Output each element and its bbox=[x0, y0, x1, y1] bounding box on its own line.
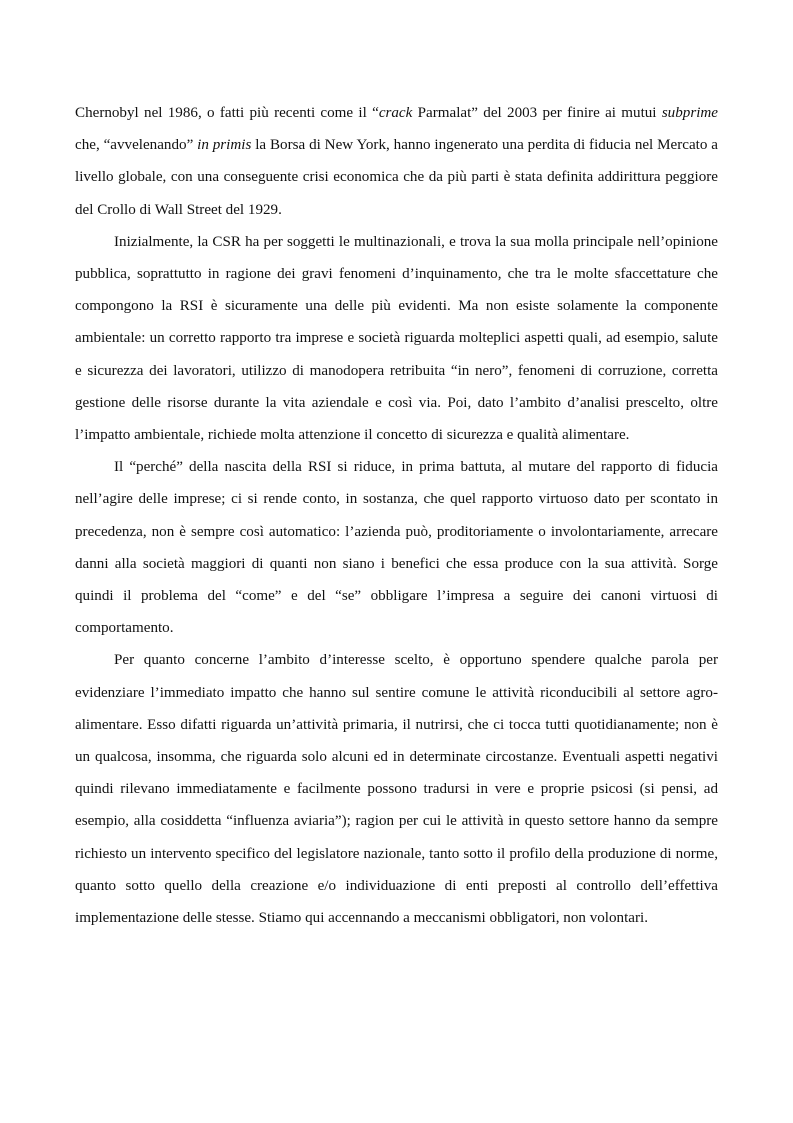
paragraph-1-segment-4: subprime bbox=[661, 105, 718, 121]
paragraph-4-text: Per quanto concerne l’ambito d’interesse scelto, è opportuno spendere qualche parola per evidenziare l’immediato impatto che hanno sul sentire comune le attività riconducibili al settore agro-alimentare. Esso difatti riguarda un’attività primaria, il nutrirsi, che ci tocca tutti quotidianamente; non è un qualcosa, insomma, che riguarda solo alcuni ed in determinate circostanze. Eventuali aspetti negativi quindi rilevano immediatamente e facilmente possono tradursi in vere e proprie psicosi (si pensi, ad esempio, alla cosiddetta “influenza aviaria”); ragion per cui le attività in questo settore hanno da sempre richiesto un intervento specifico del legislatore nazionale, tanto sotto il profilo della produzione di norme, quanto sotto quello della creazione e/o individuazione di enti preposti al controllo dell’effettiva implementazione delle stesse. Stiamo qui accennando a meccanismi obbligatori, non volontari. bbox=[75, 652, 718, 927]
paragraph-2-text: Inizialmente, la CSR ha per soggetti le multinazionali, e trova la sua molla principale nell’opinione pubblica, soprattutto in ragione dei gravi fenomeni d’inquinamento, che tra le molte sfaccettature che compongono la RSI è sicuramente una delle più evidenti. Ma non esiste solamente la componente ambientale: un corretto rapporto tra imprese e società riguarda molteplici aspetti quali, ad esempio, salute e sicurezza dei lavoratori, utilizzo di manodopera retribuita “in nero”, fenomeni di corruzione, corretta gestione delle risorse durante la vita aziendale e così via. Poi, dato l’ambito d’analisi prescelto, oltre l’impatto ambientale, richiede molta attenzione il concetto di sicurezza e qualità alimentare. bbox=[75, 233, 718, 444]
paragraph-1 bbox=[75, 97, 718, 226]
paragraph-1-segment-6: in primis bbox=[197, 137, 252, 154]
document-page bbox=[75, 97, 718, 934]
paragraph-1-segment-2: crack bbox=[378, 105, 413, 121]
paragraph-3-text: Il “perché” della nascita della RSI si riduce, in prima battuta, al mutare del rapporto di fiducia nell’agire delle imprese; ci si rende conto, in sostanza, che quel rapporto virtuoso dato per scontato in precedenza, non è sempre così automatico: l’azienda può, proditoriamente o involontariamente, arrecare danni alla società maggiori di quanti non siano i benefici che essa produce con la sua attività. Sorge quindi il problema del “come” e del “se” obbligare l’impresa a seguire dei canoni virtuosi di comportamento. bbox=[75, 459, 718, 637]
paragraph-1-segment-1: Chernobyl nel 1986, o fatti più recenti come il “ bbox=[75, 105, 379, 121]
paragraph-4 bbox=[75, 644, 718, 934]
paragraph-3 bbox=[75, 451, 718, 644]
paragraph-1-segment-3: Parmalat” del 2003 per finire ai mutui bbox=[412, 105, 662, 121]
paragraph-1-segment-5: che, “avvelenando” bbox=[75, 137, 198, 154]
paragraph-1-segment-7: la Borsa di New York, hanno ingenerato una perdita di fiducia nel Mercato a livello globale, con una conseguente crisi economica che da più parti è stata definita addirittura peggiore del Crollo di Wall Street del 1929. bbox=[75, 137, 718, 218]
paragraph-2 bbox=[75, 226, 718, 451]
